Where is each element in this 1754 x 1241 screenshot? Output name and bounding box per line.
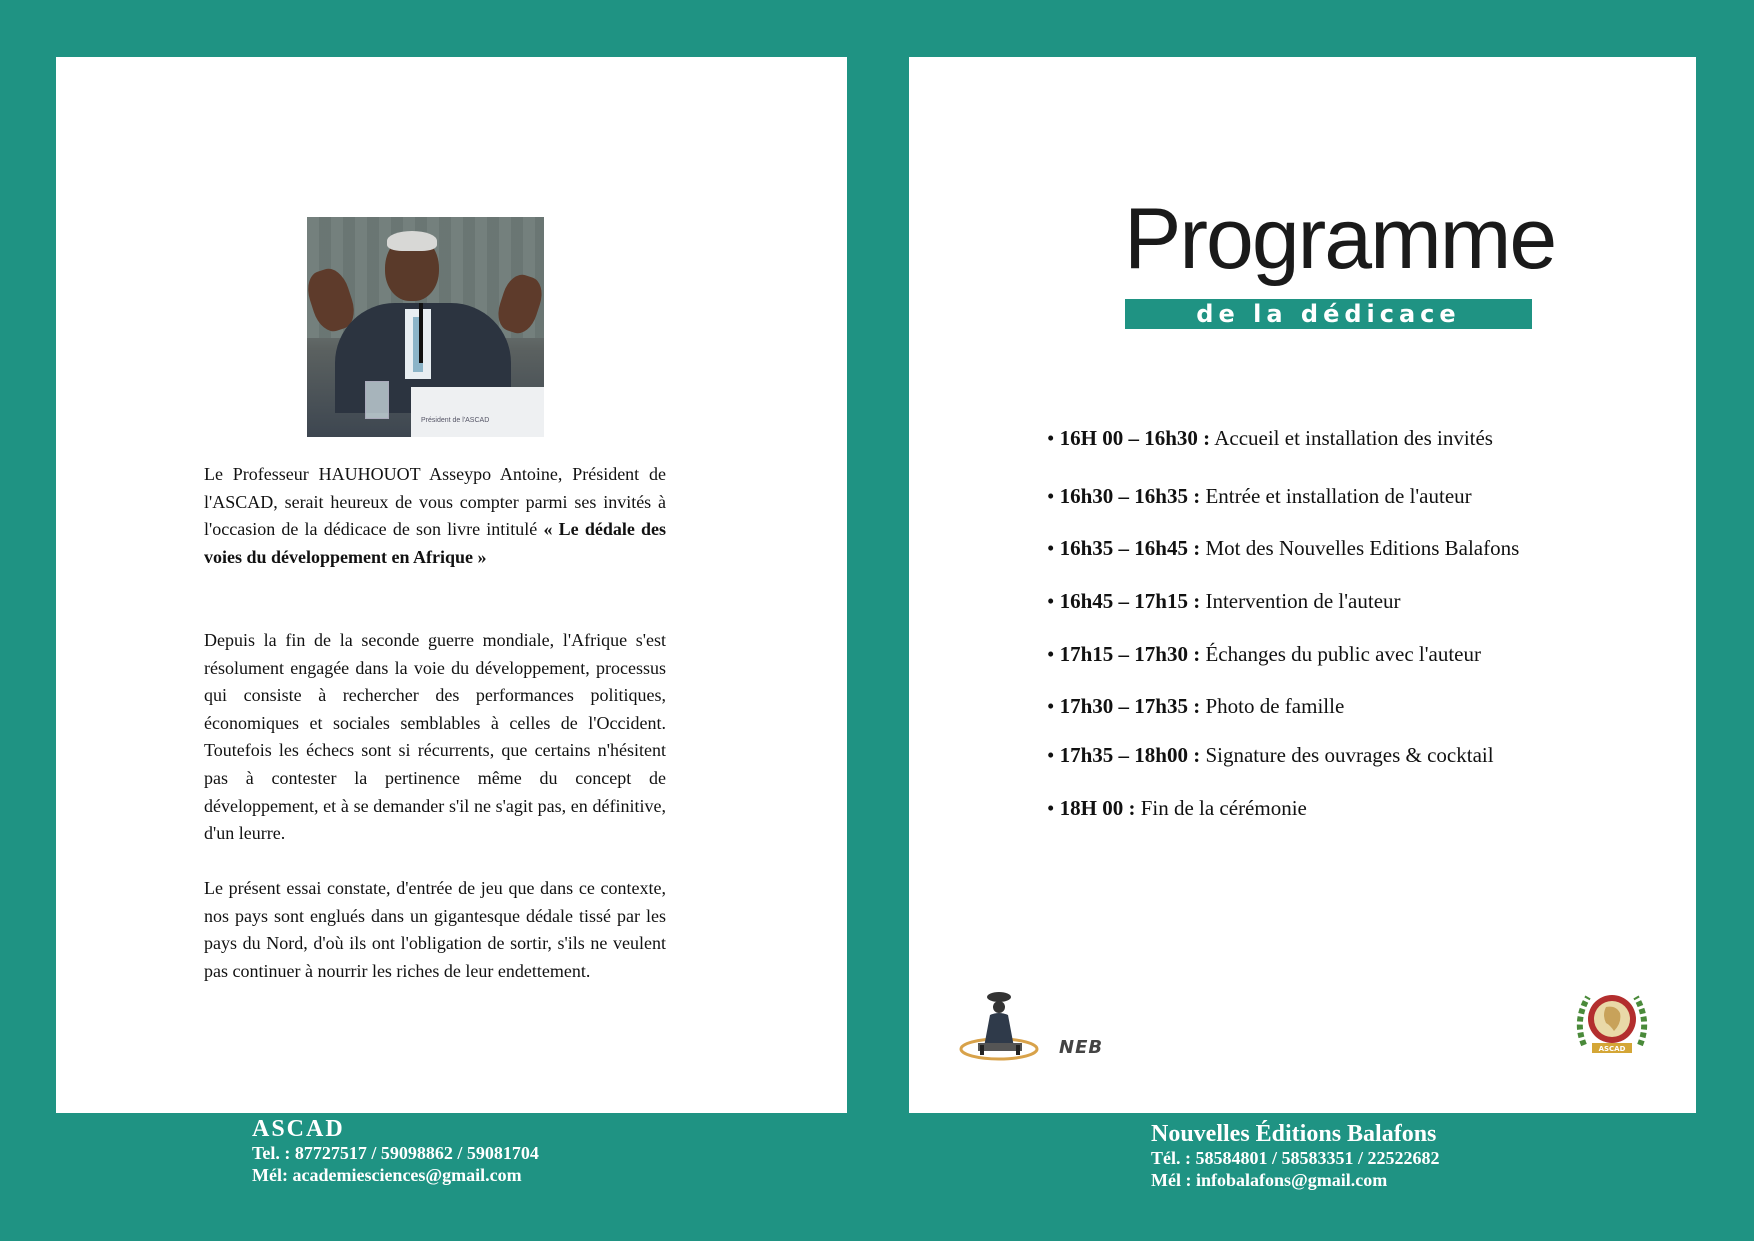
footer-neb-name: Nouvelles Éditions Balafons: [1151, 1121, 1437, 1147]
schedule-time: 16h30 – 16h35 :: [1059, 484, 1201, 508]
schedule-item: [1047, 742, 1494, 768]
ascad-emblem-icon: [1570, 983, 1654, 1063]
programme-subtitle: de la dédicace: [1125, 299, 1532, 329]
neb-logo-text: NEB: [1059, 1037, 1104, 1058]
bullet-icon: •: [1047, 589, 1060, 613]
schedule-time: 16h35 – 16h45 :: [1059, 536, 1201, 560]
bullet-icon: •: [1047, 796, 1060, 820]
schedule-item: [1047, 483, 1472, 509]
schedule-time: 16H 00 – 16h30 :: [1059, 426, 1211, 450]
schedule-item: [1047, 795, 1307, 821]
schedule-activity: Entrée et installation de l'auteur: [1205, 484, 1472, 508]
schedule-activity: Mot des Nouvelles Editions Balafons: [1205, 536, 1520, 560]
bullet-icon: •: [1047, 484, 1060, 508]
book-title: « Le dédale des voies du développement en Afrique »: [204, 519, 666, 567]
schedule-time: 16h45 – 17h15 :: [1059, 589, 1201, 613]
schedule-activity: Échanges du public avec l'auteur: [1205, 642, 1481, 666]
intro-text: Le Professeur HAUHOUOT Asseypo Antoine, Président de l'ASCAD, serait heureux de vous compter parmi ses invités à l'occasion de la dédicace de son livre intitulé: [204, 464, 666, 540]
schedule-item: [1047, 693, 1344, 719]
footer-ascad: [252, 1116, 539, 1186]
bullet-icon: •: [1047, 642, 1060, 666]
left-page: [56, 57, 847, 1113]
photo-caption: Président de l'ASCAD: [421, 417, 490, 424]
schedule-time: 18H 00 :: [1059, 796, 1136, 820]
footer-neb-email: Mél : infobalafons@gmail.com: [1151, 1170, 1388, 1190]
schedule-item: [1047, 641, 1481, 667]
schedule-item: [1047, 425, 1493, 451]
programme-title: Programme: [1124, 191, 1556, 287]
neb-logo-icon: [958, 987, 1040, 1065]
author-portrait-photo: [307, 217, 544, 437]
schedule-time: 17h15 – 17h30 :: [1059, 642, 1201, 666]
bullet-icon: •: [1047, 426, 1060, 450]
bullet-icon: •: [1047, 743, 1060, 767]
book-description-paragraph-1: Depuis la fin de la seconde guerre mondiale, l'Afrique s'est résolument engagée dans la voie du développement, processus qui consiste à rechercher des performances politiques, économiques et sociales semblables à celles de l'Occident. Toutefois les échecs sont si récurrents, que certains n'hésitent pas à contester la pertinence même du concept de développement, et à se demander s'il ne s'agit pas, en définitive, d'un leurre.: [204, 630, 666, 844]
right-page: [909, 57, 1696, 1113]
schedule-item: [1047, 535, 1519, 561]
ascad-emblem-text: ASCAD: [1598, 1045, 1626, 1053]
schedule-time: 17h35 – 18h00 :: [1059, 743, 1201, 767]
footer-ascad-email: Mél: academiesciences@gmail.com: [252, 1165, 522, 1185]
footer-ascad-name: ASCAD: [252, 1116, 345, 1142]
book-description-paragraph-2: Le présent essai constate, d'entrée de jeu que dans ce contexte, nos pays sont englués dans un gigantesque dédale tissé par les pays du Nord, d'où ils ont l'obligation de sortir, s'ils ne veulent pas continuer à nourrir les riches de leur endettement.: [204, 878, 666, 981]
bullet-icon: •: [1047, 694, 1060, 718]
footer-neb: [1151, 1121, 1440, 1191]
schedule-activity: Fin de la cérémonie: [1140, 796, 1307, 820]
schedule-activity: Intervention de l'auteur: [1205, 589, 1401, 613]
schedule-activity: Signature des ouvrages & cocktail: [1205, 743, 1494, 767]
footer-ascad-phone: Tel. : 87727517 / 59098862 / 59081704: [252, 1143, 539, 1163]
schedule-time: 17h30 – 17h35 :: [1059, 694, 1201, 718]
schedule-activity: Photo de famille: [1205, 694, 1345, 718]
schedule-item: [1047, 588, 1401, 614]
bullet-icon: •: [1047, 536, 1060, 560]
schedule-activity: Accueil et installation des invités: [1214, 426, 1493, 450]
invitation-intro: [204, 461, 666, 571]
footer-neb-phone: Tél. : 58584801 / 58583351 / 22522682: [1151, 1148, 1440, 1168]
